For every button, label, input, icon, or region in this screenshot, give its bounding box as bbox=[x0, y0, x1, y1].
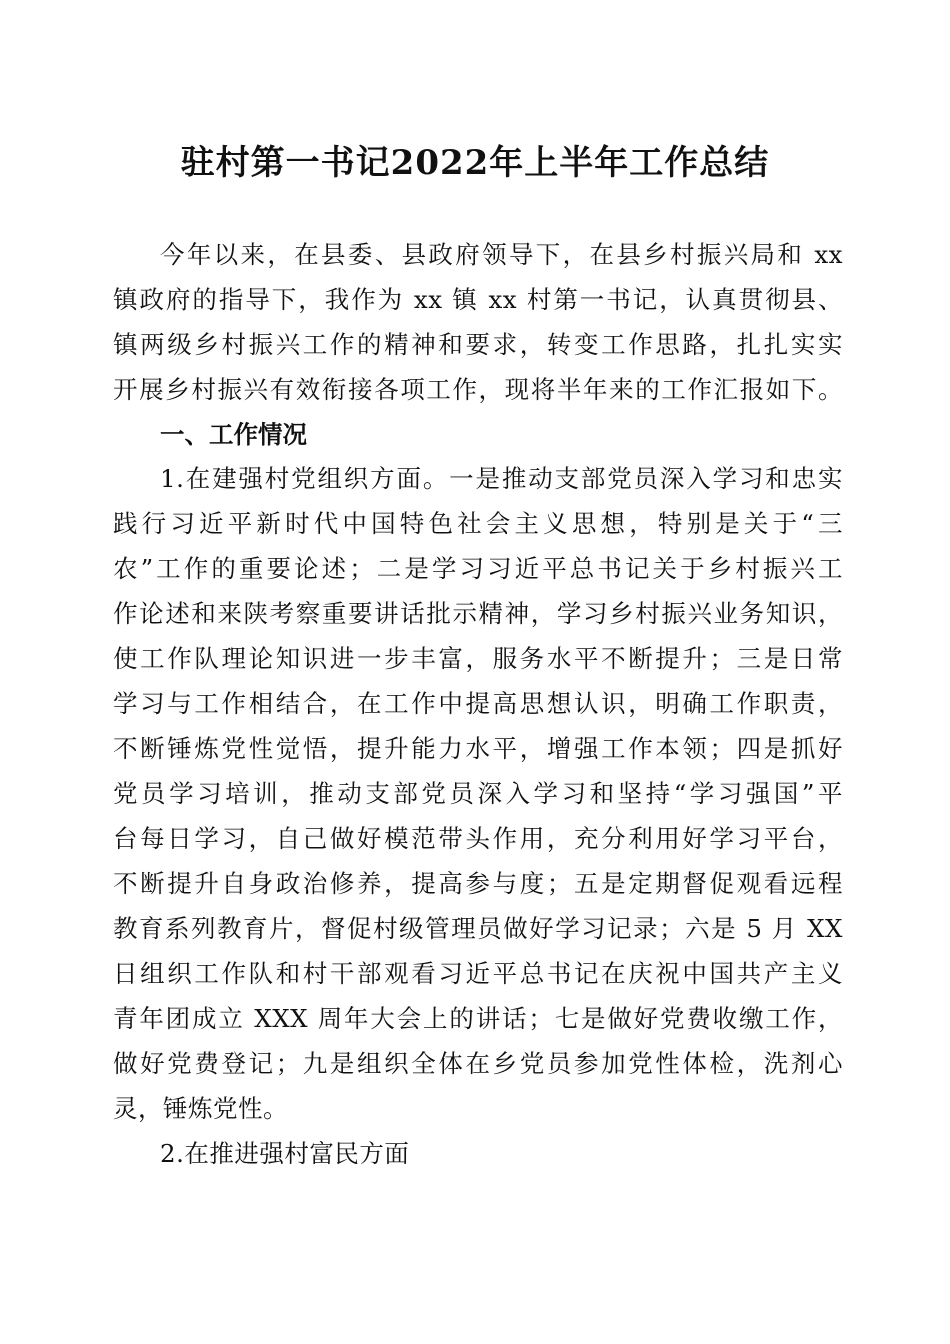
item2-heading: 2.在推进强村富民方面 bbox=[160, 1139, 410, 1168]
item1-line-2: 践行习近平新时代中国特色社会主义思想，特别是关于“三 bbox=[113, 509, 843, 538]
item1-line-9: 台每日学习，自己做好模范带头作用，充分利用好学习平台， bbox=[113, 824, 843, 853]
item1-line-4: 作论述和来陕考察重要讲话批示精神，学习乡村振兴业务知识， bbox=[113, 599, 843, 628]
intro-line-1: 今年以来，在县委、县政府领导下，在县乡村振兴局和 xx bbox=[160, 240, 843, 269]
item1-line-14: 做好党费登记；九是组织全体在乡党员参加党性体检，洗剂心 bbox=[113, 1049, 843, 1078]
intro-line-3: 镇两级乡村振兴工作的精神和要求，转变工作思路，扎扎实实 bbox=[113, 330, 843, 359]
item1-line-8: 党员学习培训，推动支部党员深入学习和坚持“学习强国”平 bbox=[113, 779, 843, 808]
item1-line-13: 青年团成立 XXX 周年大会上的讲话；七是做好党费收缴工作， bbox=[113, 1004, 843, 1033]
document-title: 驻村第一书记2022年上半年工作总结 bbox=[180, 143, 770, 183]
item1-line-3: 农”工作的重要论述；二是学习习近平总书记关于乡村振兴工 bbox=[113, 554, 843, 583]
item1-line-15: 灵，锤炼党性。 bbox=[113, 1094, 288, 1123]
section-heading: 一、工作情况 bbox=[160, 420, 307, 449]
item1-line-10: 不断提升自身政治修养，提高参与度；五是定期督促观看远程 bbox=[113, 869, 843, 898]
intro-line-2: 镇政府的指导下，我作为 xx 镇 xx 村第一书记，认真贯彻县、 bbox=[113, 285, 843, 314]
intro-line-4: 开展乡村振兴有效衔接各项工作，现将半年来的工作汇报如下。 bbox=[113, 375, 843, 404]
item1-line-6: 学习与工作相结合，在工作中提高思想认识，明确工作职责， bbox=[113, 689, 843, 718]
item1-line-11: 教育系列教育片，督促村级管理员做好学习记录；六是 5 月 XX bbox=[113, 914, 843, 943]
item1-line-5: 使工作队理论知识进一步丰富，服务水平不断提升；三是日常 bbox=[113, 644, 843, 673]
item1-line-12: 日组织工作队和村干部观看习近平总书记在庆祝中国共产主义 bbox=[113, 959, 843, 988]
item1-line-7: 不断锤炼党性觉悟，提升能力水平，增强工作本领；四是抓好 bbox=[113, 734, 843, 763]
item1-line-1: 1.在建强村党组织方面。一是推动支部党员深入学习和忠实 bbox=[160, 464, 843, 493]
